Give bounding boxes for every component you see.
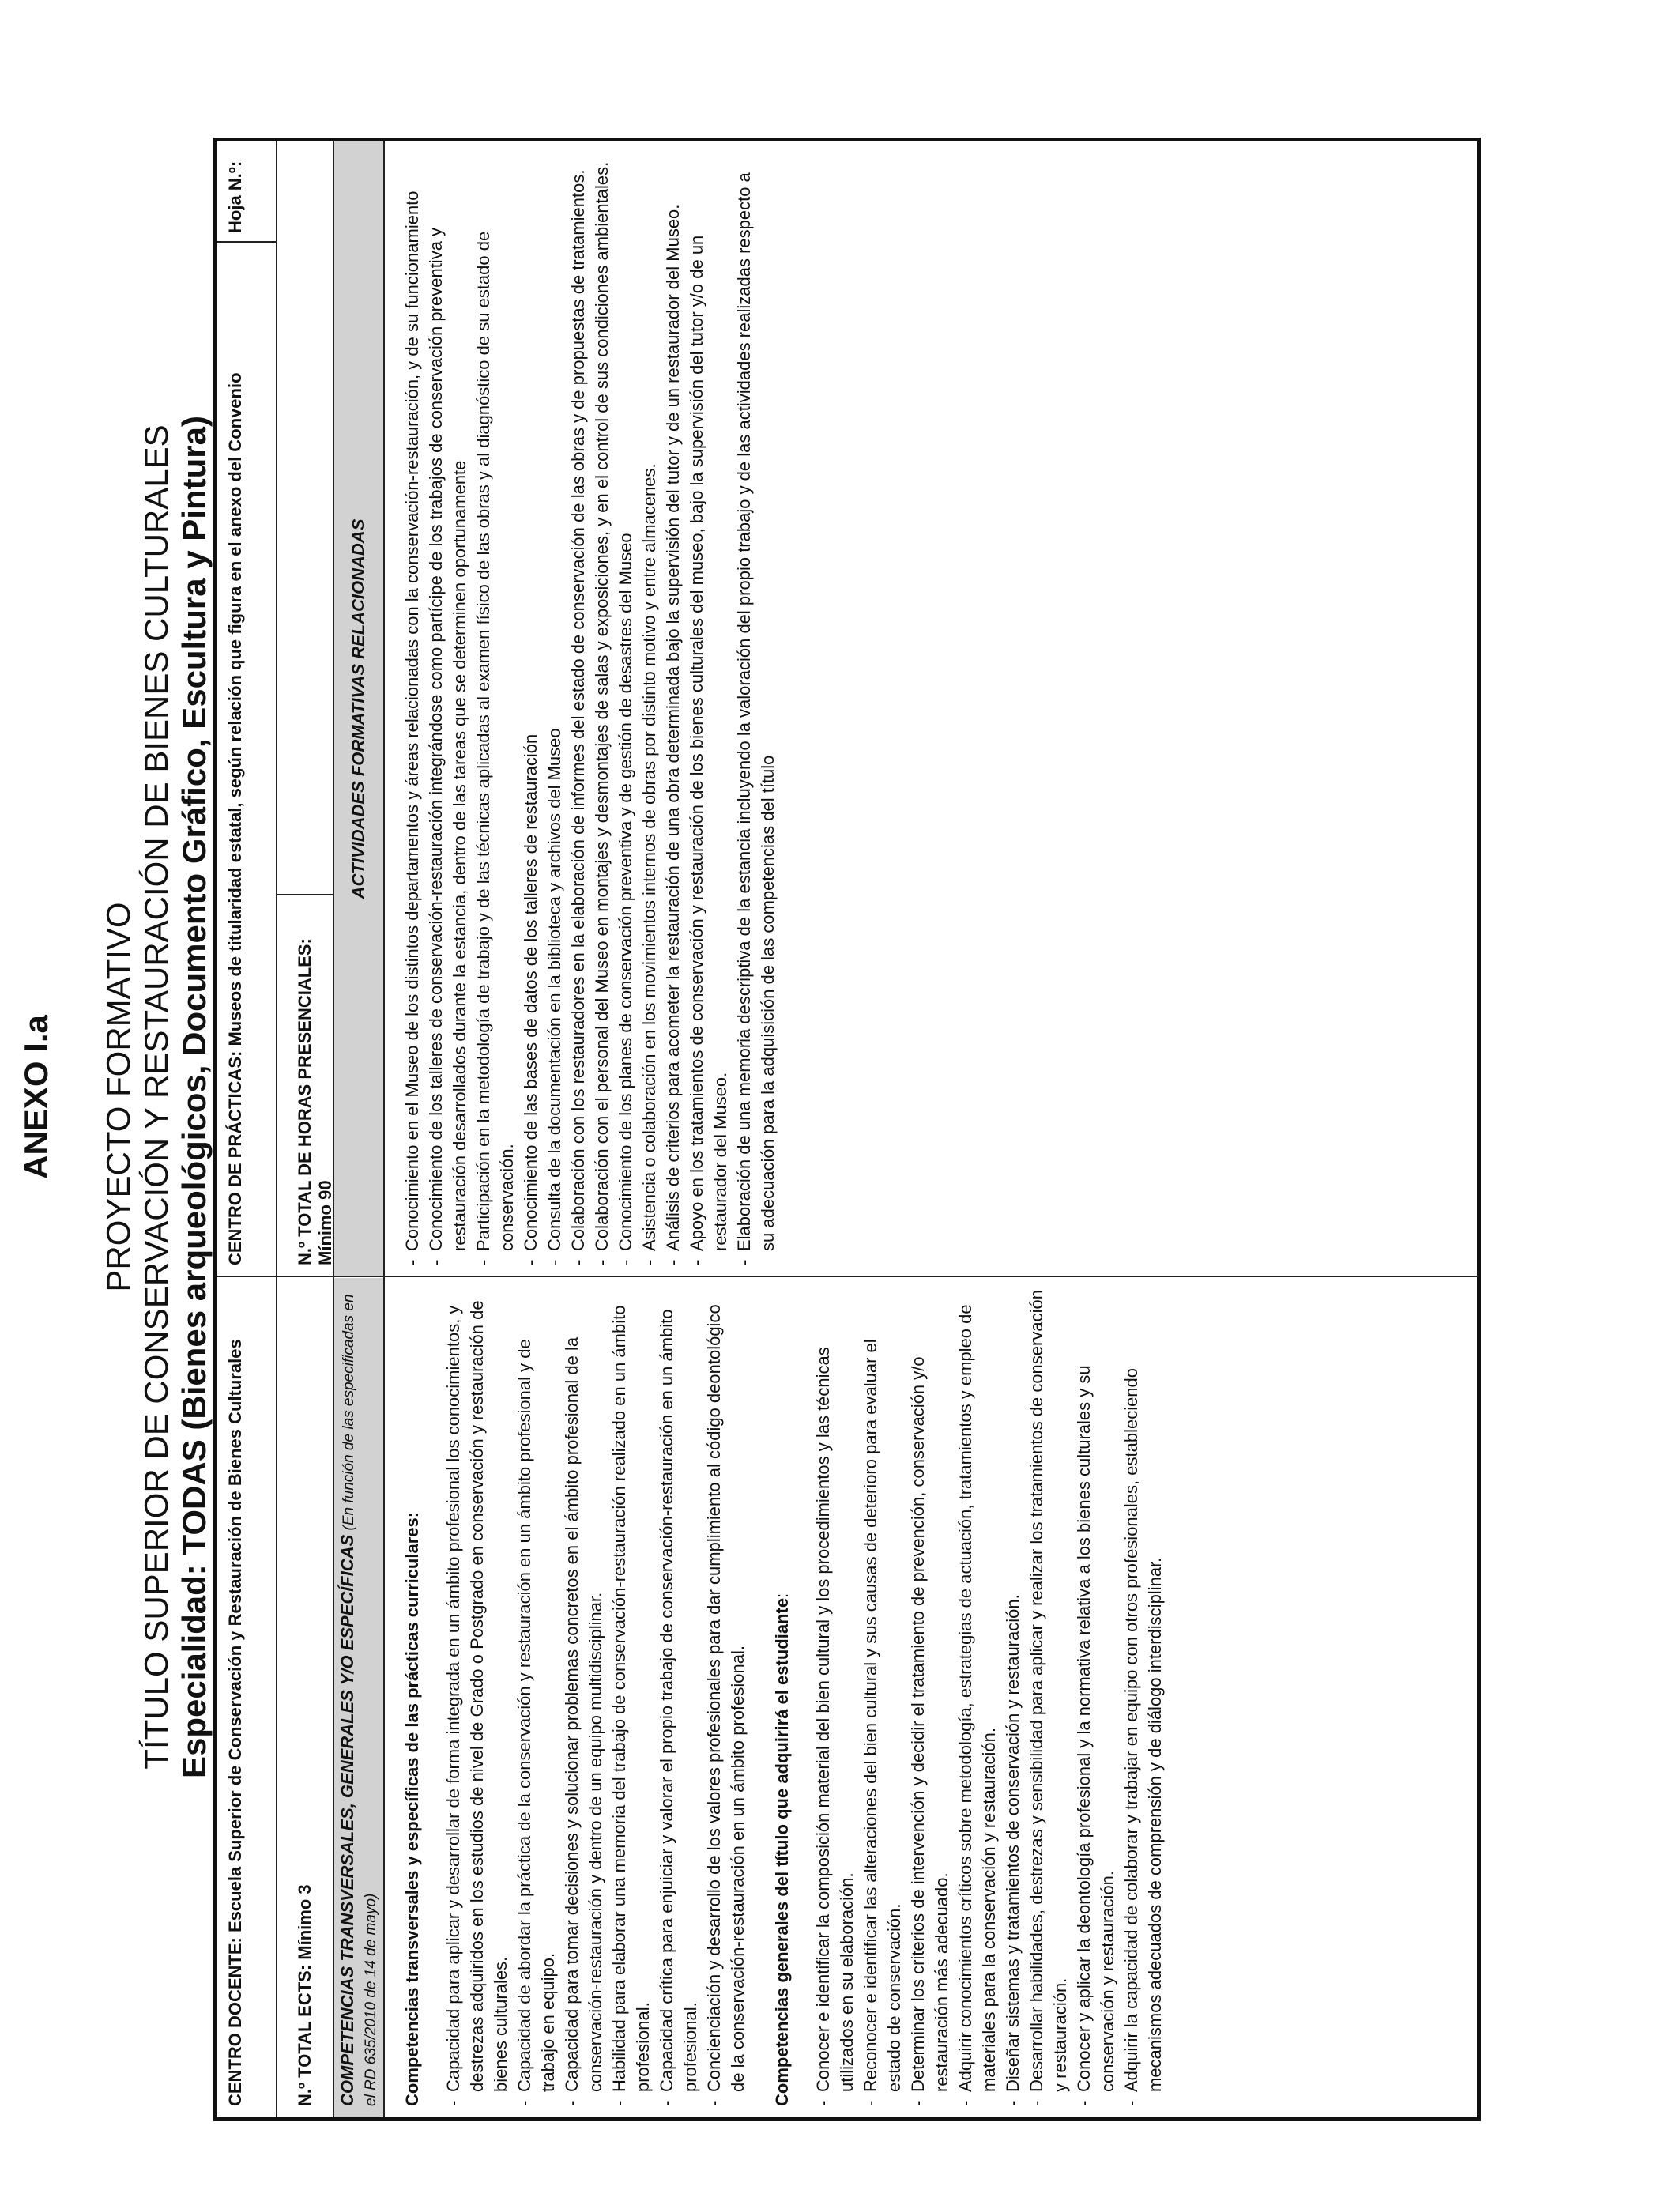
list-item: - Adquirir la capacidad de colaborar y trabajar en equipo con otros profesionales, estableciendo mecanismos adecuados de comprensión y de diálogo interdisciplinar.: [1120, 1287, 1167, 2106]
list-item: - Conocimiento de las bases de datos de los talleres de restauración: [519, 151, 543, 1265]
row-divider: [383, 141, 385, 2117]
list-item: - Asistencia o colaboración en los movimientos internos de obras por distinto motivo y entre almacenes.: [638, 151, 661, 1265]
training-activities-list: [401, 151, 780, 1265]
list-item: - Participación en la metodología de trabajo y de las técnicas aplicadas al examen físico de las obras y al diagnóstico de su estado de conservación.: [472, 151, 519, 1265]
competencies-column-title: COMPETENCIAS TRANSVERSALES, GENERALES Y/O ESPECÍFICAS: [337, 1534, 357, 2106]
list-item: - Análisis de criterios para acometer la restauración de una obra determinada bajo la supervisión del tutor y de un restaurador del Museo.: [661, 151, 685, 1265]
list-item: - Colaboración con el personal del Museo en montajes y desmontajes de salas y exposiciones, y en el control de sus condiciones ambientales.: [590, 151, 614, 1265]
list-item: - Capacidad de abordar la práctica de la conservación y restauración en un ámbito profesional y de trabajo en equipo.: [513, 1287, 560, 2106]
column-divider: [217, 241, 276, 243]
total-ects: N.º TOTAL ECTS: Mínimo 3: [295, 1884, 315, 2106]
general-competencies-heading: [770, 1287, 794, 2106]
competencies-section: [401, 1287, 1167, 2106]
general-competencies-list: [812, 1287, 1167, 2106]
list-item: - Consulta de la documentación en la biblioteca y archivos del Museo: [543, 151, 567, 1265]
list-item: - Conocimiento en el Museo de los distintos departamentos y áreas relacionadas con la conservación-restauración, y de su funcionamiento: [401, 151, 424, 1265]
column-divider: [276, 894, 333, 895]
project-title: PROYECTO FORMATIVO: [100, 902, 137, 1292]
list-item: - Conocimiento de los talleres de conservación-restauración integrándose como partícipe de los trabajos de conservación preventiva y restauración desarrollados durante la estancia, dentro de las tareas que se determinen oportunamente: [424, 151, 472, 1265]
list-item: - Reconocer e identificar las alteraciones del bien cultural y sus causas de deterioro para evaluar el estado de conservación.: [859, 1287, 906, 2106]
total-hours: N.º TOTAL DE HORAS PRESENCIALES: Mínimo 90: [295, 938, 335, 1265]
transversal-competencies-list: [442, 1287, 750, 2106]
sheet-number: Hoja N.º:: [225, 160, 245, 233]
teaching-center: CENTRO DOCENTE: Escuela Superior de Conservación y Restauración de Bienes Culturales: [225, 1339, 245, 2106]
list-item: - Capacidad para aplicar y desarrollar de forma integrada en un ámbito profesional los conocimientos, y destrezas adquiridos en los estudios de nivel de Grado o Postgrado en conservación y restauración de bienes culturales.: [442, 1287, 513, 2106]
training-project-table: [213, 138, 1481, 2121]
list-item: - Concienciación y desarrollo de los valores profesionales para dar cumplimiento al código deontológico de la conservación-restauración en un ámbito profesional.: [703, 1287, 750, 2106]
competencies-column-note: (En función de las especificadas en el RD 635/2010 de 14 de mayo): [341, 1294, 379, 2106]
list-item: - Habilidad para elaborar una memoria del trabajo de conservación-restauración realizado en un ámbito profesional.: [608, 1287, 655, 2106]
list-item: - Apoyo en los tratamientos de conservación y restauración de los bienes culturales del museo, bajo la supervisión del tutor y/o de un restaurador del Museo.: [685, 151, 733, 1265]
list-item: - Elaboración de una memoria descriptiva de la estancia incluyendo la valoración del propio trabajo y de las actividades realizadas respecto a su adecuación para la adquisición de las competencias del título: [733, 151, 780, 1265]
annex-label: ANEXO I.a: [17, 1015, 55, 1179]
list-item: - Conocer e identificar la composición material del bien cultural y los procedimientos y las técnicas utilizados en su elaboración.: [812, 1287, 859, 2106]
degree-title: TÍTULO SUPERIOR DE CONSERVACIÓN Y RESTAURACIÓN DE BIENES CULTURALES: [137, 424, 175, 1770]
general-competencies-title: Competencias generales del título que adquirirá el estudiante: [772, 1597, 792, 2106]
list-item: - Determinar los criterios de intervención y decidir el tratamiento de prevención, conservación y/o restauración más adecuado.: [906, 1287, 954, 2106]
column-divider: [217, 1276, 1478, 1277]
activities-column-title: ACTIVIDADES FORMATIVAS RELACIONADAS: [348, 518, 368, 899]
activities-column-header: [348, 141, 369, 1276]
list-item: - Capacidad crítica para enjuiciar y valorar el propio trabajo de conservación-restauración en un ámbito profesional.: [655, 1287, 703, 2106]
list-item: - Conocer y aplicar la deontología profesional y la normativa relativa a los bienes culturales y su conservación y restauración.: [1072, 1287, 1120, 2106]
list-item: - Capacidad para tomar decisiones y solucionar problemas concretos en el ámbito profesional de la conservación-restauración y dentro de un equipo multidisciplinar.: [560, 1287, 608, 2106]
general-competencies-colon: :: [772, 1593, 792, 1598]
row-divider: [276, 141, 277, 2117]
list-item: - Diseñar sistemas y tratamientos de conservación y restauración.: [1001, 1287, 1025, 2106]
activities-section: [401, 151, 780, 1265]
transversal-competencies-title: Competencias transversales y específicas de las prácticas curriculares:: [402, 1511, 422, 2106]
list-item: - Adquirir conocimientos críticos sobre metodología, estrategias de actuación, tratamientos y empleo de materiales para la conservación y restauración.: [954, 1287, 1001, 2106]
list-item: - Desarrollar habilidades, destrezas y sensibilidad para aplicar y realizar los tratamientos de conservación y restauración.: [1025, 1287, 1072, 2106]
practice-center: CENTRO DE PRÁCTICAS: Museos de titularidad estatal, según relación que figura en el anexo del Convenio: [225, 372, 245, 1265]
specialty-line: Especialidad: TODAS (Bienes arqueológicos, Documento Gráfico, Escultura y Pintura): [175, 416, 213, 1778]
list-item: - Colaboración con los restauradores en la elaboración de informes del estado de conservación de las obras y de propuestas de tratamientos.: [567, 151, 590, 1265]
document-heading: [17, 0, 213, 2194]
list-item: - Conocimiento de los planes de conservación preventiva y de gestión de desastres del Museo: [614, 151, 638, 1265]
competencies-column-header: [337, 1284, 382, 2106]
